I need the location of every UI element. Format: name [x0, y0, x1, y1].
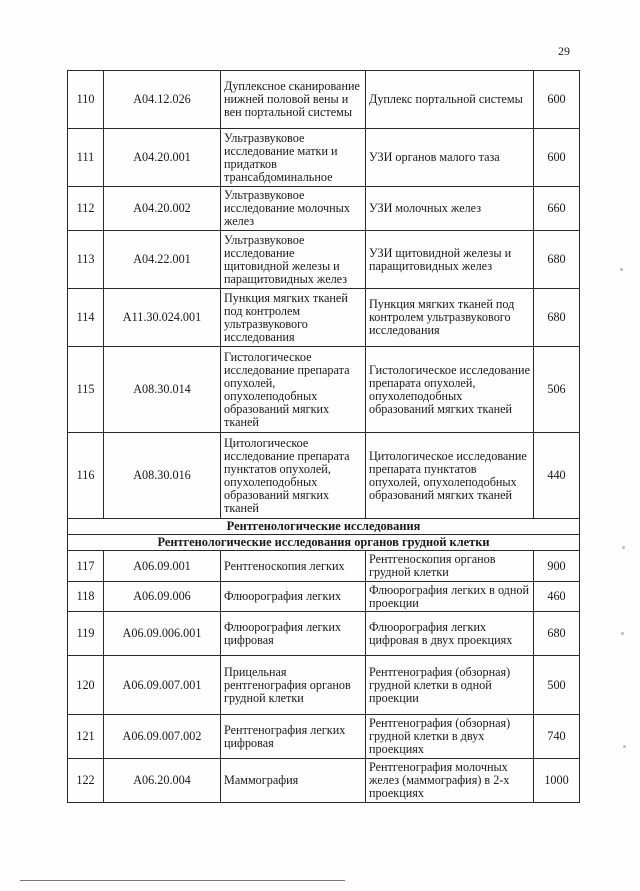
service-price: 680: [534, 612, 580, 656]
service-name: Ультразвуковое исследование матки и придатков трансабдоминальное: [221, 129, 366, 187]
subsection-title: Рентгенологические исследования органов грудной клетки: [68, 535, 580, 551]
service-name: Рентгенография легких цифровая: [221, 715, 366, 759]
table-row: [68, 433, 580, 519]
service-code: A04.20.001: [104, 129, 221, 187]
service-price: 440: [534, 433, 580, 519]
service-name: Дуплексное сканирование нижней половой вены и вен портальной системы: [221, 71, 366, 129]
section-header-row: [68, 519, 580, 535]
service-code: A06.20.004: [104, 759, 221, 803]
service-name: Рентгеноскопия легких: [221, 551, 366, 582]
service-description: УЗИ органов малого таза: [366, 129, 534, 187]
service-description: Рентгенография молочных желез (маммография) в 2-х проекциях: [366, 759, 534, 803]
table-row: [68, 656, 580, 715]
service-price: 680: [534, 231, 580, 289]
service-name: Гистологическое исследование препарата опухолей, опухолеподобных образований мягких тканей: [221, 347, 366, 433]
row-number: 122: [68, 759, 104, 803]
table-row: [68, 289, 580, 347]
service-description: УЗИ молочных желез: [366, 187, 534, 231]
service-price: 660: [534, 187, 580, 231]
scan-speck: [621, 632, 624, 635]
page-number: 29: [558, 44, 570, 58]
service-description: Рентгеноскопия органов грудной клетки: [366, 551, 534, 582]
service-price: 1000: [534, 759, 580, 803]
service-code: A06.09.007.001: [104, 656, 221, 715]
service-code: A04.20.002: [104, 187, 221, 231]
service-code: A11.30.024.001: [104, 289, 221, 347]
service-name: Флюорография легких цифровая: [221, 612, 366, 656]
service-description: Флюорография легких в одной проекции: [366, 582, 534, 612]
service-description: Рентгенография (обзорная) грудной клетки в двух проекциях: [366, 715, 534, 759]
service-name: Маммография: [221, 759, 366, 803]
row-number: 115: [68, 347, 104, 433]
section-title: Рентгенологические исследования: [68, 519, 580, 535]
service-name: Ультразвуковое исследование щитовидной железы и паращитовидных желез: [221, 231, 366, 289]
service-price: 680: [534, 289, 580, 347]
service-name: Прицельная рентгенография органов грудной клетки: [221, 656, 366, 715]
footer-rule: [20, 880, 345, 881]
service-code: A06.09.007.002: [104, 715, 221, 759]
table-row: [68, 759, 580, 803]
row-number: 114: [68, 289, 104, 347]
service-code: A04.22.001: [104, 231, 221, 289]
row-number: 110: [68, 71, 104, 129]
scan-speck: [622, 546, 625, 549]
service-name: Цитологическое исследование препарата пунктатов опухолей, опухолеподобных образований мягких тканей: [221, 433, 366, 519]
table-row: [68, 582, 580, 612]
service-description: Флюорография легких цифровая в двух проекциях: [366, 612, 534, 656]
row-number: 116: [68, 433, 104, 519]
table-row: [68, 551, 580, 582]
service-code: A06.09.006: [104, 582, 221, 612]
row-number: 120: [68, 656, 104, 715]
table-row: [68, 71, 580, 129]
service-name: Флюорография легких: [221, 582, 366, 612]
service-description: Рентгенография (обзорная) грудной клетки в одной проекции: [366, 656, 534, 715]
service-description: УЗИ щитовидной железы и паращитовидных желез: [366, 231, 534, 289]
table-row: [68, 347, 580, 433]
service-description: Пункция мягких тканей под контролем ультразвукового исследования: [366, 289, 534, 347]
table-row: [68, 129, 580, 187]
service-code: A06.09.001: [104, 551, 221, 582]
service-code: A08.30.014: [104, 347, 221, 433]
service-code: A06.09.006.001: [104, 612, 221, 656]
row-number: 119: [68, 612, 104, 656]
table-row: [68, 187, 580, 231]
service-price: 600: [534, 71, 580, 129]
service-price: 500: [534, 656, 580, 715]
table-row: [68, 612, 580, 656]
price-table: [67, 70, 580, 803]
row-number: 121: [68, 715, 104, 759]
scan-speck: [620, 268, 623, 271]
row-number: 112: [68, 187, 104, 231]
service-name: Пункция мягких тканей под контролем ультразвукового исследования: [221, 289, 366, 347]
row-number: 117: [68, 551, 104, 582]
row-number: 113: [68, 231, 104, 289]
service-price: 740: [534, 715, 580, 759]
service-code: A04.12.026: [104, 71, 221, 129]
service-description: Цитологическое исследование препарата пунктатов опухолей, опухолеподобных образований мягких тканей: [366, 433, 534, 519]
table-row: [68, 231, 580, 289]
scan-speck: [623, 745, 626, 748]
service-description: Гистологическое исследование препарата опухолей, опухолеподобных образований мягких тканей: [366, 347, 534, 433]
service-price: 900: [534, 551, 580, 582]
row-number: 111: [68, 129, 104, 187]
service-code: A08.30.016: [104, 433, 221, 519]
row-number: 118: [68, 582, 104, 612]
subsection-header-row: [68, 535, 580, 551]
service-price: 460: [534, 582, 580, 612]
table-row: [68, 715, 580, 759]
service-price: 506: [534, 347, 580, 433]
service-description: Дуплекс портальной системы: [366, 71, 534, 129]
service-name: Ультразвуковое исследование молочных желез: [221, 187, 366, 231]
service-price: 600: [534, 129, 580, 187]
